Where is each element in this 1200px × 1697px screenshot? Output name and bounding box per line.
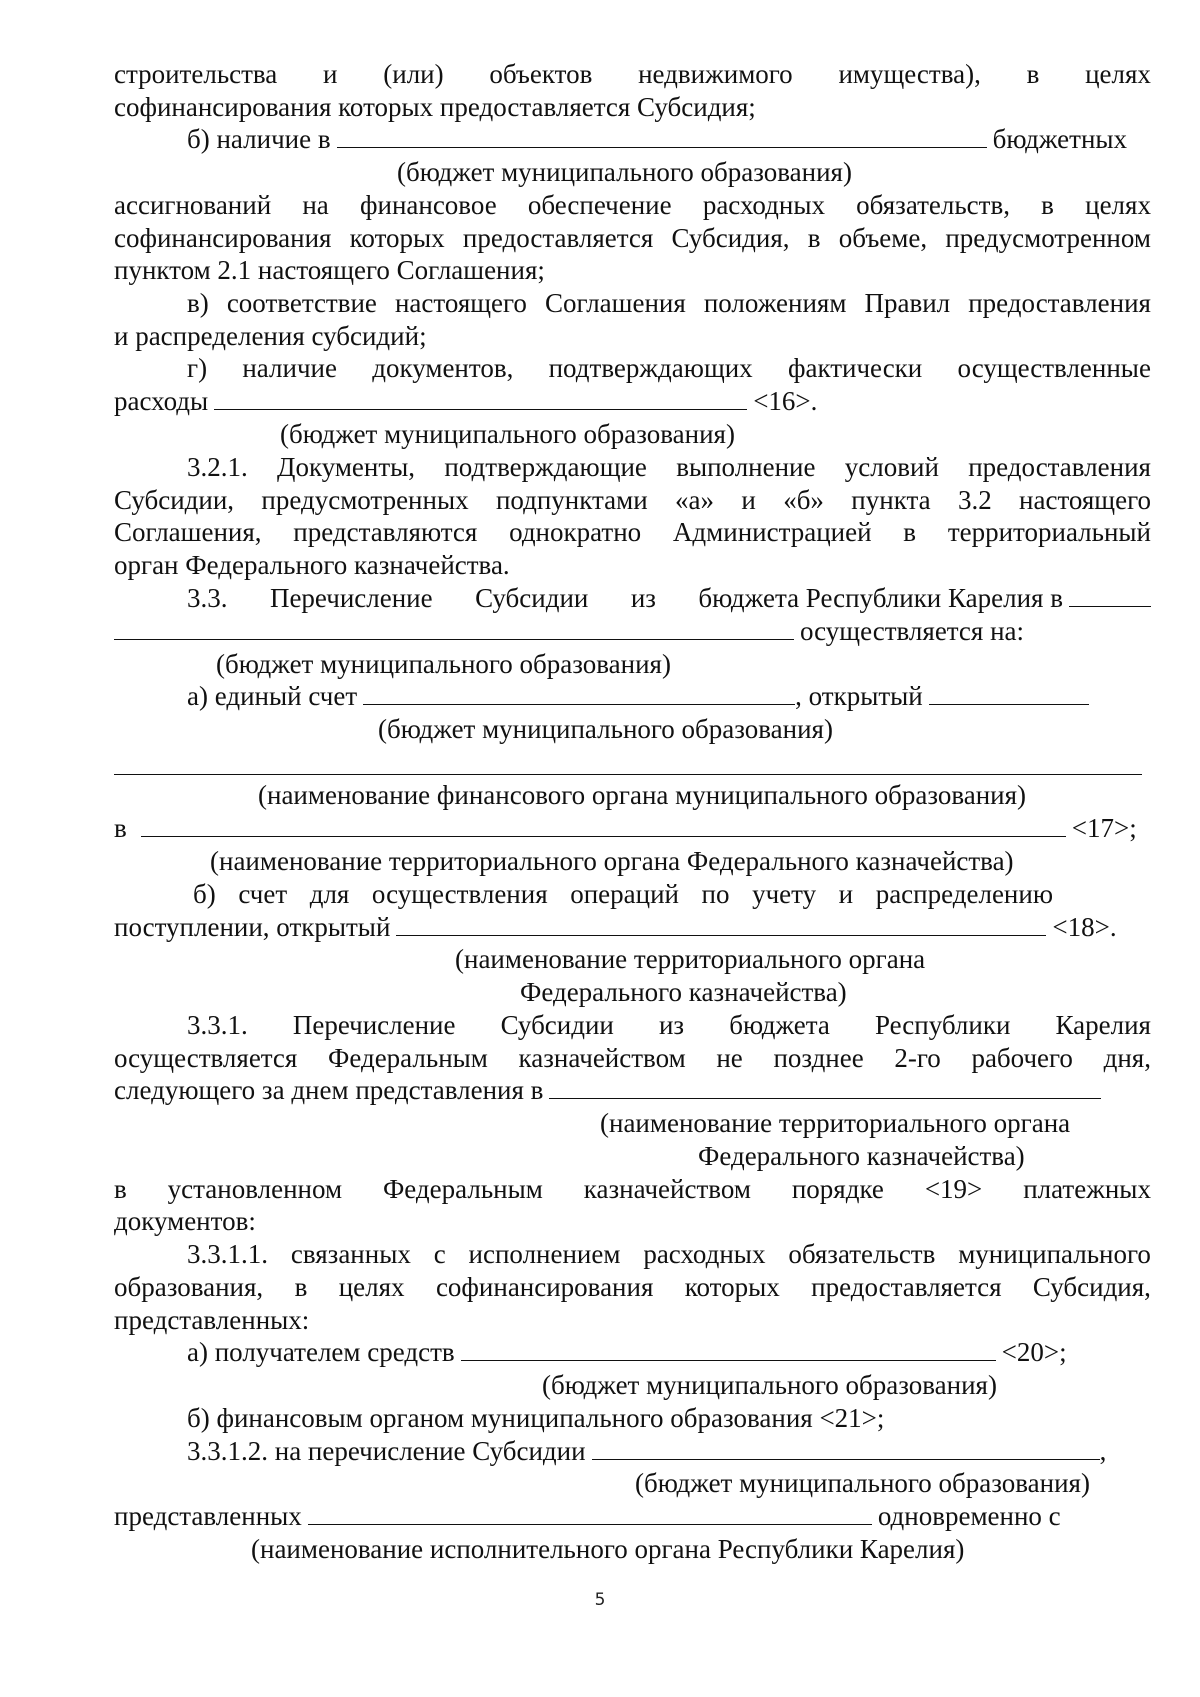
word: предоставления (968, 288, 1151, 318)
word: бюджета Республики Карелия в (698, 583, 1063, 613)
line-text: бюджетных (992, 124, 1128, 154)
form-line (187, 582, 1151, 614)
word: на (302, 190, 329, 220)
word: казначейством (518, 1043, 686, 1073)
word: условий (844, 452, 939, 482)
word: подтверждающие (444, 452, 647, 482)
word: Документы, (277, 452, 416, 482)
word: Субсидия, (1032, 1272, 1151, 1302)
line-text: 3.3.1.2. на перечисление Субсидии (187, 1436, 586, 1466)
paragraph-line (187, 1238, 1151, 1270)
blank-field (592, 1435, 1100, 1460)
word: Субсидия, (671, 223, 790, 253)
word: Соглашения, (114, 517, 262, 547)
field-caption: (наименование территориального органа (600, 1108, 1071, 1138)
word: предоставляется (811, 1272, 1002, 1302)
word: строительства (114, 59, 278, 89)
word: наличие (242, 353, 337, 383)
word: связанных (290, 1239, 411, 1269)
word: распределению (875, 879, 1053, 909)
line-text: одновременно с (877, 1501, 1061, 1531)
word: 2-го (894, 1043, 941, 1073)
word: настоящего (1019, 485, 1151, 515)
word: обязательств, (856, 190, 1010, 220)
word: Перечисление (269, 583, 433, 613)
field-caption: (бюджет муниципального образования) (542, 1370, 997, 1400)
word: предусмотренных (261, 485, 469, 515)
word: целях (338, 1272, 405, 1302)
paragraph-line (114, 516, 1151, 548)
word: которых (684, 1272, 780, 1302)
word: 3.3.1.1. (187, 1239, 268, 1269)
word: дня, (1103, 1043, 1151, 1073)
word: счет (238, 879, 288, 909)
word: предоставления (968, 452, 1151, 482)
field-caption: Федерального казначейства) (520, 977, 847, 1007)
word: и (838, 879, 854, 909)
word: бюджета (729, 1010, 830, 1040)
blank-field (363, 680, 795, 705)
word: софинансирования (114, 223, 332, 253)
line-text: осуществляется на: (800, 616, 1025, 646)
word: однократно (509, 517, 642, 547)
blank-field (308, 1500, 872, 1525)
page-number: 5 (594, 1590, 606, 1610)
word: выполнение (676, 452, 816, 482)
word: обеспечение (527, 190, 672, 220)
blank-field (114, 774, 1142, 775)
form-line (187, 680, 1151, 712)
word: рабочего (971, 1043, 1073, 1073)
blank-field (337, 123, 987, 148)
paragraph-line (187, 287, 1151, 319)
word: Субсидии, (114, 485, 235, 515)
word: пункта (851, 485, 931, 515)
line-text: следующего за днем представления в (114, 1075, 544, 1105)
word: в (1026, 59, 1040, 89)
field-caption: (бюджет муниципального образования) (635, 1468, 1090, 1498)
word: для (309, 879, 350, 909)
word: и (741, 485, 756, 515)
field-caption: (наименование территориального органа Федерального казначейства) (210, 846, 1014, 876)
line-text: б) наличие в (187, 124, 331, 154)
field-caption: (наименование исполнительного органа Республики Карелия) (251, 1534, 965, 1564)
blank-field (1069, 582, 1151, 607)
word: «б» (783, 485, 824, 515)
field-caption: (наименование финансового органа муниципального образования) (258, 780, 1027, 810)
paragraph-line: пунктом 2.1 настоящего Соглашения; (114, 255, 545, 285)
word: Субсидии (475, 583, 589, 613)
word: настоящего (394, 288, 527, 318)
blank-field (141, 812, 1066, 837)
word: предоставляется (462, 223, 654, 253)
word: (или) (383, 59, 444, 89)
paragraph-line (187, 451, 1151, 483)
line-text: , (1099, 1436, 1107, 1466)
word: расходных (702, 190, 825, 220)
word: целях (1085, 59, 1151, 89)
word: по (701, 879, 730, 909)
word: целях (1085, 190, 1151, 220)
paragraph-line: орган Федерального казначейства. (114, 550, 510, 580)
word: не (716, 1043, 743, 1073)
line-text: <20>; (1001, 1337, 1067, 1367)
word: Субсидии (500, 1010, 614, 1040)
form-line (114, 385, 1151, 417)
word: Федеральным (382, 1174, 543, 1204)
paragraph-line: документов: (114, 1206, 256, 1236)
blank-field (396, 911, 1046, 936)
form-line (187, 1435, 1151, 1467)
paragraph-line (187, 352, 1151, 384)
word: подтверждающих (548, 353, 753, 383)
field-caption: (бюджет муниципального образования) (397, 157, 852, 187)
word: казначейством (583, 1174, 751, 1204)
word: недвижимого (638, 59, 793, 89)
word: Карелия (1055, 1010, 1151, 1040)
paragraph-line (114, 222, 1151, 254)
word: г) (187, 353, 208, 383)
word: б) (193, 879, 216, 909)
paragraph-line (114, 484, 1151, 516)
paragraph-line (187, 1009, 1151, 1041)
word: имущества), (838, 59, 981, 89)
form-line (187, 1336, 1151, 1368)
line-text: <17>; (1071, 813, 1137, 843)
word: 3.2 (957, 485, 992, 515)
word: софинансирования (435, 1272, 654, 1302)
word: в (294, 1272, 308, 1302)
word: объектов (489, 59, 593, 89)
line-text: расходы (114, 386, 209, 416)
word: муниципального (958, 1239, 1151, 1269)
word: предусмотренном (945, 223, 1151, 253)
field-caption: Федерального казначейства) (698, 1141, 1025, 1171)
line-text: а) получателем средств (187, 1337, 455, 1367)
field-caption: (бюджет муниципального образования) (378, 714, 833, 744)
word: в (903, 517, 917, 547)
word: обязательств (788, 1239, 936, 1269)
word: Республики (874, 1010, 1011, 1040)
paragraph-line (193, 878, 1053, 910)
word: положениям (703, 288, 847, 318)
paragraph-line (114, 1042, 1151, 1074)
word: подпунктами (495, 485, 648, 515)
word: осуществления (371, 879, 548, 909)
word: исполнением (468, 1239, 621, 1269)
line-text: а) единый счет (187, 681, 358, 711)
word: ассигнований (114, 190, 272, 220)
blank-field (114, 615, 794, 640)
form-line (114, 911, 1151, 943)
form-line (114, 1500, 1151, 1532)
paragraph-line: б) финансовым органом муниципального образования <21>; (187, 1403, 885, 1433)
field-caption: (бюджет муниципального образования) (216, 649, 671, 679)
paragraph-line: представленных: (114, 1305, 310, 1335)
paragraph-line (114, 1271, 1151, 1303)
word: и (323, 59, 338, 89)
field-caption: (бюджет муниципального образования) (280, 419, 735, 449)
word: в (114, 1174, 127, 1204)
paragraph-line: софинансирования которых предоставляется Субсидия; (114, 92, 756, 122)
word: «а» (675, 485, 715, 515)
word: финансовое (360, 190, 497, 220)
line-text: <18>. (1052, 912, 1117, 942)
form-line (114, 812, 1151, 844)
word: учету (752, 879, 817, 909)
word: осуществляется (114, 1043, 298, 1073)
word: из (658, 1010, 685, 1040)
form-line (114, 615, 1151, 647)
paragraph-line (114, 1173, 1151, 1205)
word: представляются (293, 517, 478, 547)
word: <19> (924, 1174, 983, 1204)
line-text: , открытый (795, 681, 923, 711)
line-text: поступлении, открытый (114, 912, 391, 942)
word: фактически (787, 353, 923, 383)
paragraph-line: и распределения субсидий; (114, 321, 427, 351)
word: соответствие (226, 288, 377, 318)
word: из (630, 583, 656, 613)
blank-field (461, 1336, 996, 1361)
word: установленном (167, 1174, 343, 1204)
line-text: в (114, 813, 127, 843)
word: осуществленные (957, 353, 1151, 383)
word: в) (187, 288, 209, 318)
line-text: <16>. (753, 386, 818, 416)
word: с (433, 1239, 446, 1269)
line-text: представленных (114, 1501, 302, 1531)
word: Перечисление (292, 1010, 456, 1040)
blank-field (549, 1074, 1101, 1099)
word: 3.2.1. (187, 452, 248, 482)
word: Федеральным (328, 1043, 488, 1073)
word: расходных (643, 1239, 766, 1269)
word: территориальный (947, 517, 1151, 547)
form-line (114, 1074, 1151, 1106)
word: 3.3. (187, 583, 228, 613)
word: порядке (791, 1174, 884, 1204)
word: Соглашения (545, 288, 686, 318)
word: в (807, 223, 821, 253)
paragraph-line (114, 58, 1151, 90)
word: которых (349, 223, 445, 253)
word: образования, (114, 1272, 264, 1302)
paragraph-line (114, 189, 1151, 221)
word: позднее (773, 1043, 864, 1073)
word: операций (570, 879, 679, 909)
field-caption: (наименование территориального органа (455, 944, 926, 974)
word: 3.3.1. (187, 1010, 248, 1040)
word: платежных (1023, 1174, 1151, 1204)
word: Правил (864, 288, 951, 318)
word: в (1041, 190, 1054, 220)
blank-field (214, 385, 747, 410)
word: Администрацией (672, 517, 872, 547)
blank-field (929, 680, 1089, 705)
justified-text (187, 582, 1063, 614)
form-line (187, 123, 1151, 155)
word: объеме, (838, 223, 928, 253)
word: документов, (372, 353, 514, 383)
